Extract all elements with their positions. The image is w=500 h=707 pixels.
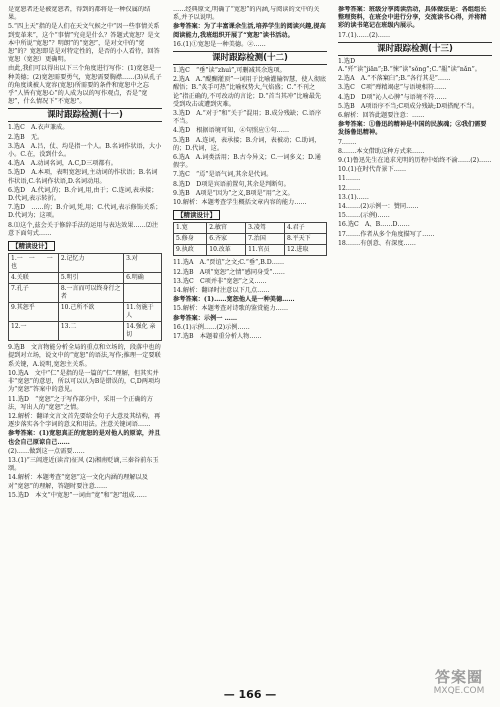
grid-cell: 6.明确 (124, 273, 162, 284)
paragraph: 5.“四上天”指的是人们在天文气候之中“因一些事情关系到变革来”，这个“事情”究竟是什么？答题式宽恕？是文本中所说“宽恕”？明朗”的“宽恕”，是对文中的“宽恕”的？宽恕即是是对特定性的，是否的小人看待，回答宽恕（宽恕）更确明。 (8, 23, 160, 64)
design-block (8, 241, 162, 341)
answer-item: 13.(1)…… (338, 193, 369, 201)
answer-item: 5.选B A项语序不当;C项成分残缺;D项搭配不当。 (338, 102, 479, 110)
answer-item: 7.…… (338, 138, 357, 146)
grid-cell: 13.二 (58, 322, 123, 341)
answer-item: 6.选A A.词类活用；B.古今异义；C.一词多义；D.通假字。 (173, 154, 321, 170)
answer-item: 14.……(2)示例一：赞同…… (338, 203, 419, 211)
page-number: — 166 — (223, 688, 277, 701)
answer-item: 4.选D D项“沁人心脾”与语境不符…… (338, 93, 447, 101)
design-tag: 【精读设计】 (8, 241, 55, 251)
answer-item: 5.选D A.本项，表明宽恕词,主动词的作状语；B.名词作状语,C.名词作状语,D.名词动用。 (8, 169, 158, 185)
grid-cell: 5.明引 (58, 273, 123, 284)
answer-item: 1.选C “垂”读“zhuì”,可删减其余选项。 (173, 67, 286, 75)
grid-cell (124, 284, 162, 303)
answer-item: 7.选D ……的；B.介词,凭,用；C.代词,表示修饰关系；D.代词为；这项。 (8, 204, 162, 220)
answer-page (8, 6, 492, 661)
answer-item: 10.选A 文中“仁”是指的是一篇的“仁”理解，但其实并非“宽恕”的意思，所以可以认为B是错误的，C,D两项均为“宽恕”答案中的意见。 (8, 369, 161, 394)
answer-item: 18.……有创意、有深度…… (338, 239, 416, 247)
answer-item: 9.(1)鲁迅先生在追求光明的历程中始终不渝……(2)…… (338, 157, 492, 165)
answer-item: 参考答案：示例一 …… (173, 314, 238, 322)
grid-cell: 8.平天下 (284, 234, 326, 245)
design-grid (173, 222, 327, 256)
answer-item: 11.选A A.“贾谊”之文;C.“垂”,B.D…… (173, 259, 285, 267)
answer-item: 6.选D A.代词,的；B.介词,用,由于；C.连词,表承接；D.代词,表示转折。 (8, 186, 158, 203)
answer-item: 2.选A A.“醍醐灌顶”一词用于比喻灌输智慧，使人彻底醒悟；B.“炙手可热”比喻权势大,气焰盛；C.“不刊之论”指正确的,不可改动的言论；D.“首当其冲”比喻最先受到攻击或遭到灾难。 (173, 76, 327, 108)
answer-item: 16.(1)①宽恕是一种美德。②…… (173, 40, 266, 48)
answer-item: 17.选B 本题着重分析人物…… (173, 333, 262, 341)
paragraph: 是宽恕者还是被宽恕者，得到的都将是一种仅属的结果。 (8, 6, 151, 22)
answer-item: 17.(1)……(2)…… (338, 31, 391, 39)
grid-cell: 7.孔子 (9, 284, 59, 303)
answer-item: 1.选C A.衣声兼成。 (8, 124, 69, 132)
design-grid (8, 253, 162, 341)
section-title: 课时跟踪检测(十一) (8, 108, 162, 122)
answer-item: 8.选D D项是宾语前置句,其余是判断句。 (173, 180, 290, 188)
grid-cell: 4.关联 (9, 273, 59, 284)
grid-cell: 2.敏官 (207, 223, 246, 234)
grid-cell: 3.凌驾 (246, 223, 285, 234)
answer-item: 9.选B 文言物能分析全局的重点和立场的，段落中也的提到对立场，说文中的“宽恕”的语法,写作;推理一定要联系关键，A.说明,宽恕主关系。 (8, 344, 161, 368)
grid-cell: 12.一 (9, 322, 59, 341)
watermark-logo (424, 668, 494, 702)
answer-item: 12.解析：翻译文言文首先要给会句子大意及其结构，再逐步落实各个字词的意义和用法。注意关键词语…… (8, 412, 161, 429)
answer-item: 12.…… (338, 184, 361, 192)
grid-cell: 9.其恕乎 (9, 303, 59, 322)
answer-item: 3.选C C项“殚精竭虑”与语境相符…… (338, 84, 447, 92)
answer-item: 10.解析：本题考查学生概括文章内容的能力…… (173, 199, 307, 207)
answer-item: 12.选B A项“宽恕”之情“感同身受”…… (173, 268, 285, 276)
answer-item: 8.⑴这个,兹会关于修辞手法的运用与表达效果……⑵注意下面句式…… (8, 221, 159, 237)
grid-cell: 6.齐家 (207, 234, 246, 245)
grid-cell: 8.一言而可以终身行之者 (58, 284, 123, 303)
design-tag: 【精读设计】 (173, 210, 220, 220)
answer-item: 1.选D A.“歼”读“jiān”;B.“悚”读“sǒng”;C.“赧”读“nǎn”。 (338, 57, 481, 74)
paragraph: 由此,我们可以得出以下三个角度进行写作：(1)宽恕是一种美德；(2)宽恕需要勇气，宽恕需要胸襟……(3)从孔子的角度谈被人宽容(宽恕)所需要的条件和宽恕中之忘乎“人皆有宽恕心”的人成为以的写作观点，否是“宽恕”，什么情况下“不宽恕”。 (8, 65, 162, 106)
grid-cell: 11.官员 (246, 245, 285, 256)
answer-item: 参考答案：(1)……宽恕他人是一种美德…… (173, 296, 295, 304)
answer-item: ……经典原文,明确了“宽恕”的内涵,与阅读的文中的关系,并予以说明。 (173, 6, 320, 22)
grid-cell: 2.记忆力 (58, 254, 123, 273)
section-title: 课时跟踪检测(十三) (338, 42, 492, 56)
answer-item: 16.(1)示例……(2)示例…… (173, 323, 250, 331)
answer-item: 参考答案：为了丰富课余生活,培养学生的阅读兴趣,提高阅读能力,我班组织开展了“宽恕”读书活动。 (173, 23, 326, 39)
answer-item: 3.选A A.吕，仗、均是指一个人。B.名词作状语，大小小。C.在，没到什么。 (8, 142, 162, 159)
answer-item: 参考答案：(1)宽恕真正的宽恕的是对他人的原谅，并且也会自己原谅自己…… (8, 430, 161, 446)
grid-cell: 12.进取 (284, 245, 326, 256)
answer-item: 2.选B 无。 (8, 133, 44, 141)
column-3 (338, 6, 492, 661)
grid-cell: 11.勿施于人 (124, 303, 162, 322)
answer-item: 4.选A A.动词名词，A.C,D三项都有。 (8, 160, 117, 168)
answer-item: 8.……本文借助这种方式来…… (338, 147, 425, 155)
grid-cell: 5.修身 (174, 234, 207, 245)
answer-item: (2)……做到这一点需要…… (8, 447, 85, 455)
answer-item: 3.选D A.“对于”和“关于”混用；B.成分残缺；C.语序不当。 (173, 110, 322, 126)
watermark-url: MXQE.COM (433, 686, 485, 696)
grid-cell: 4.君子 (284, 223, 326, 234)
answer-item: 16.选C A、B……D…… (338, 221, 410, 229)
answer-item: 13.(1)“三闾迹近(读音)征风 (2)湘南贬谪,三秦谷前东玉颂。 (8, 456, 159, 473)
answer-item: 4.选D 根据语境可知，④句照应①句…… (173, 127, 290, 135)
watermark-text: 答案圈 (434, 668, 483, 686)
column-2 (173, 6, 327, 661)
grid-cell: 1.一 一 一也 (9, 254, 59, 273)
answer-item: 9.选B A项是“因为”之义,B项是“用”之义。 (173, 189, 294, 197)
answer-item: 参考答案：①鲁迅的精神是中国的民族魂；②我们需要发扬鲁迅精神。 (338, 121, 487, 137)
answer-item: 10.(1)在时代背景下…… (338, 166, 407, 174)
grid-cell: 10.己所不欲 (58, 303, 123, 322)
grid-cell: 7.治国 (246, 234, 285, 245)
answer-item: 6.解析：回答此题要注意：…… (338, 112, 425, 120)
answer-item: 17.……作者从多个角度描写了…… (338, 230, 435, 238)
column-1 (8, 6, 162, 661)
answer-item: 2.选A A.“不落窠臼”;B.“各行其是”…… (338, 75, 451, 83)
answer-item: 13.选C C项并非“宽恕”之义…… (173, 277, 267, 285)
answer-item: 14.解析：翻译时注意以下几点…… (173, 287, 270, 295)
answer-item: 5.选B A.连词，表承接；B.介词，表被动；C.助词，的；D.代词，这。 (173, 136, 321, 152)
grid-cell: 10.改革 (207, 245, 246, 256)
section-title: 课时跟踪检测(十二) (173, 51, 327, 65)
answer-item: 参考答案：班级分享阅读活动，具体做法是：各组组长整理资料，在班会中进行分享，交流读书心得，并将精彩的读书笔记在班级内展示。 (338, 6, 487, 30)
answer-item: 7.选C “焉”是语气词,其余是代词。 (173, 171, 273, 179)
design-block (173, 210, 327, 256)
grid-cell: 1.宽 (174, 223, 207, 234)
grid-cell: 3.对 (124, 254, 162, 273)
answer-item: 15.……(示例)…… (338, 212, 390, 220)
answer-item: 11.选D “宽恕”之于写作部分中，采用一个正确的方法，写出人的“宽恕”之情。 (8, 395, 153, 411)
answer-item: 15.选D 本文“中宽恕”一词由“宽”和“恕”组成…… (8, 491, 147, 499)
answer-item: 11.…… (338, 175, 361, 183)
answer-item: 14.解析：本题考查“宽恕”这一文化内涵的理解以及对“宽恕”的理解，答题时要注意…… (8, 474, 148, 490)
answer-item: 15.解析：本题考查对诗歌的鉴赏能力…… (173, 305, 289, 313)
grid-cell: 9.执政 (174, 245, 207, 256)
grid-cell: 14.强化 亲切 (124, 322, 162, 341)
